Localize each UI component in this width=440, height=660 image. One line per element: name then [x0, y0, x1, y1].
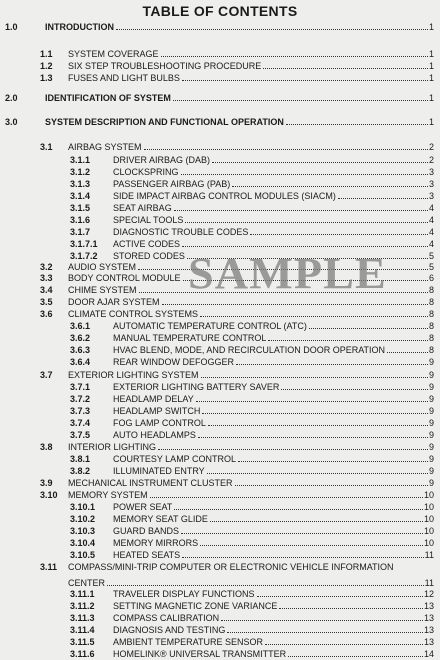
- toc-entry-number: 3.10.3: [70, 526, 96, 536]
- toc-entry-title: CENTER: [68, 578, 106, 588]
- toc-entry[interactable]: [40, 69, 434, 84]
- toc-entry-number: 3.2: [40, 262, 53, 272]
- toc-entry-number: 3.11.2: [70, 601, 95, 611]
- toc-entry-title: HEADLAMP SWITCH: [113, 406, 201, 416]
- toc-entry-page: 9: [428, 466, 434, 476]
- dot-leader: [173, 89, 428, 101]
- toc-entry-title: CLIMATE CONTROL SYSTEMS: [68, 309, 199, 319]
- toc-entry-page: 8: [428, 297, 434, 307]
- toc-entry-title: AUDIO SYSTEM: [68, 262, 137, 272]
- dot-leader: [236, 353, 428, 365]
- dot-leader: [202, 402, 428, 414]
- toc-entry-number: 3.0: [5, 117, 18, 127]
- toc-entry-page: 8: [428, 285, 434, 295]
- toc-entry-number: 3.4: [40, 285, 53, 295]
- toc-entry-page: 2: [428, 142, 434, 152]
- toc-entry-page: 11: [424, 550, 434, 560]
- dot-leader: [232, 175, 428, 187]
- toc-entry-number: 3.6.3: [70, 345, 91, 355]
- dot-leader: [200, 305, 428, 317]
- toc-entry-title: HVAC BLEND, MODE, AND RECIRCULATION DOOR OPERATION: [113, 345, 386, 355]
- toc-entry[interactable]: [5, 18, 434, 33]
- toc-entry-page: 9: [428, 394, 434, 404]
- dot-leader: [174, 498, 423, 510]
- toc-entry-number: 3.3: [40, 273, 53, 283]
- toc-entry-page: 13: [423, 625, 434, 635]
- toc-entry-title: SPECIAL TOOLS: [113, 215, 184, 225]
- dot-leader: [182, 235, 428, 247]
- dot-leader: [174, 199, 428, 211]
- toc-entry-page: 3: [428, 179, 434, 189]
- toc-entry-number: 3.10.5: [70, 550, 96, 560]
- toc-entry-title: HEATED SEATS: [113, 550, 181, 560]
- dot-leader: [281, 378, 428, 390]
- toc-entry-title: IDENTIFICATION OF SYSTEM: [45, 93, 171, 103]
- toc-entry-number: 3.7.4: [70, 418, 91, 428]
- toc-entry-title: CLOCKSPRING: [113, 167, 179, 177]
- toc-entry-title: INTERIOR LIGHTING: [68, 442, 157, 452]
- toc-entry-number: 3.8: [40, 442, 53, 452]
- dot-leader: [185, 211, 428, 223]
- toc-entry-number: 3.7.2: [70, 394, 91, 404]
- toc-entry-title: COMPASS/MINI-TRIP COMPUTER OR ELECTRONIC VEHICLE INFORMATION: [68, 562, 394, 572]
- toc-entry-number: 3.6.1: [70, 321, 91, 331]
- page-title: TABLE OF CONTENTS: [142, 3, 298, 19]
- toc-entry-title: CHIME SYSTEM: [68, 285, 137, 295]
- toc-entry-title: ACTIVE CODES: [113, 239, 181, 249]
- toc-entry-page: 5: [428, 262, 434, 272]
- toc-entry-number: 3.6.4: [70, 357, 91, 367]
- toc-entry-title: REAR WINDOW DEFOGGER: [113, 357, 234, 367]
- toc-entry-number: 3.7.3: [70, 406, 91, 416]
- toc-entry-title: BODY CONTROL MODULE: [68, 273, 181, 283]
- dot-leader: [182, 546, 423, 558]
- toc-entry-number: 3.10: [40, 490, 58, 500]
- toc-entry-number: 3.11.5: [70, 637, 95, 647]
- toc-entry-title: FOG LAMP CONTROL: [113, 418, 206, 428]
- toc-entry-title: MEMORY SYSTEM: [68, 490, 148, 500]
- dot-leader: [212, 151, 428, 163]
- toc-entry-title: MECHANICAL INSTRUMENT CLUSTER: [68, 478, 233, 488]
- toc-entry-title: HEADLAMP DELAY: [113, 394, 194, 404]
- toc-entry-page: 14: [423, 649, 434, 659]
- toc-entry-page: 8: [428, 333, 434, 343]
- toc-entry-title: COMPASS CALIBRATION: [113, 613, 220, 623]
- dot-leader: [221, 609, 423, 621]
- toc-entry-number: 3.1.7.2: [70, 251, 98, 261]
- toc-entry-page: 2: [428, 155, 434, 165]
- toc-entry-page: 10: [423, 538, 434, 548]
- toc-entry-title: EXTERIOR LIGHTING BATTERY SAVER: [113, 382, 280, 392]
- dot-leader: [235, 474, 428, 486]
- dot-leader: [144, 138, 428, 150]
- toc-entry-number: 3.7.5: [70, 430, 91, 440]
- toc-entry-number: 3.1.3: [70, 179, 91, 189]
- toc-entry-number: 3.5: [40, 297, 53, 307]
- toc-entry-page: 9: [428, 478, 434, 488]
- dot-leader: [200, 534, 423, 546]
- toc-entry-title: INTRODUCTION: [45, 22, 114, 32]
- toc-entry-title: AUTO HEADLAMPS: [113, 430, 196, 440]
- toc-entry-page: 9: [428, 357, 434, 367]
- dot-leader: [182, 69, 428, 81]
- toc-entry-number: 3.11.4: [70, 625, 95, 635]
- toc-entry[interactable]: [5, 89, 434, 104]
- toc-entry-title: DRIVER AIRBAG (DAB): [113, 155, 211, 165]
- toc-entry-title: DIAGNOSTIC TROUBLE CODES: [113, 227, 249, 237]
- toc-entry-page: 4: [428, 227, 434, 237]
- toc-entry-number: 1.3: [40, 73, 53, 83]
- toc-entry-page: 4: [428, 203, 434, 213]
- dot-leader: [181, 163, 428, 175]
- toc-entry-title: HOMELINK® UNIVERSAL TRANSMITTER: [113, 649, 287, 659]
- toc-entry-number: 3.7: [40, 370, 53, 380]
- dot-leader: [265, 633, 423, 645]
- toc-entry-page: 10: [423, 514, 434, 524]
- dot-leader: [210, 510, 423, 522]
- dot-leader: [288, 645, 423, 657]
- toc-entry-number: 3.1.6: [70, 215, 91, 225]
- toc-entry-title: GUARD BANDS: [113, 526, 180, 536]
- toc-entry-number: 3.1.1: [70, 155, 91, 165]
- dot-leader: [158, 438, 428, 450]
- toc-entry-title: FUSES AND LIGHT BULBS: [68, 73, 180, 83]
- toc-entry-page: 13: [423, 637, 434, 647]
- toc-entry[interactable]: [5, 113, 434, 128]
- toc-entry-number: 3.1.2: [70, 167, 91, 177]
- dot-leader: [338, 187, 428, 199]
- toc-entry-number: 1.0: [5, 22, 18, 32]
- toc-entry-number: 3.1.7.1: [70, 239, 98, 249]
- toc-entry-page: 9: [428, 430, 434, 440]
- toc-entry-title: COURTESY LAMP CONTROL: [113, 454, 237, 464]
- toc-entry-page: 9: [428, 442, 434, 452]
- toc-entry-page: 11: [424, 578, 434, 588]
- toc-entry-title: SETTING MAGNETIC ZONE VARIANCE: [113, 601, 278, 611]
- toc-entry-page: 1: [428, 117, 434, 127]
- dot-leader: [201, 366, 428, 378]
- toc-entry-page: 9: [428, 370, 434, 380]
- toc-entry-page: 9: [428, 406, 434, 416]
- dot-leader: [238, 450, 428, 462]
- dot-leader: [116, 18, 428, 30]
- toc-entry-page: 8: [428, 321, 434, 331]
- dot-leader: [263, 57, 428, 69]
- toc-entry-page: 1: [428, 73, 434, 83]
- dot-leader: [227, 621, 423, 633]
- toc-entry-number: 3.8.1: [70, 454, 91, 464]
- toc-entry-number: 3.11.6: [70, 649, 95, 659]
- toc-entry-title: SYSTEM COVERAGE: [68, 49, 159, 59]
- toc-entry-title: AMBIENT TEMPERATURE SENSOR: [113, 637, 264, 647]
- toc-entry-title: SIX STEP TROUBLESHOOTING PROCEDURE: [68, 61, 262, 71]
- toc-entry-page: 10: [423, 502, 434, 512]
- toc-entry-title: SEAT AIRBAG: [113, 203, 172, 213]
- toc-entry-title: PASSENGER AIRBAG (PAB): [113, 179, 231, 189]
- toc-entry-page: 13: [423, 601, 434, 611]
- toc-entry-title: SIDE IMPACT AIRBAG CONTROL MODULES (SIACM): [113, 191, 336, 201]
- toc-entry-number: 3.1.4: [70, 191, 91, 201]
- toc-entry-number: 3.1.7: [70, 227, 91, 237]
- dot-leader: [257, 585, 423, 597]
- toc-entry-number: 1.2: [40, 61, 53, 71]
- toc-entry-page: 3: [428, 191, 434, 201]
- toc-entry-number: 3.11.1: [70, 589, 95, 599]
- toc-entry-number: 3.10.4: [70, 538, 96, 548]
- toc-entry-number: 3.1: [40, 142, 53, 152]
- toc-entry-number: 3.6: [40, 309, 53, 319]
- toc-entry-page: 13: [423, 613, 434, 623]
- toc-entry-number: 1.1: [40, 49, 53, 59]
- toc-entry-page: 4: [428, 239, 434, 249]
- toc-entry-page: 1: [428, 61, 434, 71]
- toc-entry-page: 8: [428, 345, 434, 355]
- toc-entry-page: 1: [428, 93, 434, 103]
- toc-entry-title: EXTERIOR LIGHTING SYSTEM: [68, 370, 199, 380]
- toc-entry-title: DIAGNOSIS AND TESTING: [113, 625, 226, 635]
- toc-entry-number: 3.9: [40, 478, 53, 488]
- toc-entry[interactable]: [40, 562, 434, 573]
- toc-entry-title: ILLUMINATED ENTRY: [113, 466, 205, 476]
- toc-entry-title: AUTOMATIC TEMPERATURE CONTROL (ATC): [113, 321, 307, 331]
- toc-entry-page: 3: [428, 167, 434, 177]
- toc-entry-title: STORED CODES: [113, 251, 185, 261]
- toc-entry-title: TRAVELER DISPLAY FUNCTIONS: [113, 589, 255, 599]
- dot-leader: [181, 522, 423, 534]
- toc-entry-page: 1: [428, 49, 434, 59]
- toc-entry-number: 2.0: [5, 93, 18, 103]
- dot-leader: [286, 113, 428, 125]
- toc-entry-page: 4: [428, 215, 434, 225]
- toc-entry-page: 8: [428, 309, 434, 319]
- toc-entry-page: 1: [428, 22, 434, 32]
- dot-leader: [207, 462, 428, 474]
- toc-entry-number: 3.10.1: [70, 502, 96, 512]
- toc-entry-number: 3.6.2: [70, 333, 91, 343]
- toc-entry[interactable]: [70, 645, 434, 660]
- toc-entry-number: 3.1.5: [70, 203, 91, 213]
- toc-entry-page: 12: [423, 589, 434, 599]
- toc-entry-page: 9: [428, 418, 434, 428]
- toc-entry-title: MANUAL TEMPERATURE CONTROL: [113, 333, 267, 343]
- dot-leader: [279, 597, 423, 609]
- toc-entry[interactable]: [70, 546, 434, 561]
- toc-entry-number: 3.10.2: [70, 514, 96, 524]
- dot-leader: [196, 390, 428, 402]
- toc-entry-number: 3.11.3: [70, 613, 95, 623]
- toc-entry-title: MEMORY MIRRORS: [113, 538, 199, 548]
- dot-leader: [250, 223, 428, 235]
- dot-leader: [309, 317, 428, 329]
- dot-leader: [268, 329, 428, 341]
- dot-leader: [198, 426, 428, 438]
- toc-entry-title: AIRBAG SYSTEM: [68, 142, 142, 152]
- watermark-stamp: SAMPLE: [188, 249, 387, 298]
- dot-leader: [150, 486, 423, 498]
- toc-entry-title: MEMORY SEAT GLIDE: [113, 514, 208, 524]
- toc-entry-page: 10: [423, 526, 434, 536]
- dot-leader: [387, 341, 428, 353]
- toc-entry-page: 9: [428, 454, 434, 464]
- dot-leader: [208, 414, 428, 426]
- toc-entry-title: DOOR AJAR SYSTEM: [68, 297, 160, 307]
- toc-entry-number: 3.8.2: [70, 466, 91, 476]
- toc-entry-page: 5: [428, 251, 434, 261]
- toc-entry-title: SYSTEM DESCRIPTION AND FUNCTIONAL OPERATION: [45, 117, 284, 127]
- toc-entry-title: POWER SEAT: [113, 502, 173, 512]
- toc-entry-page: 10: [423, 490, 434, 500]
- toc-entry-page: 6: [428, 273, 434, 283]
- toc-entry-number: 3.11: [40, 562, 58, 572]
- toc-entry-page: 9: [428, 382, 434, 392]
- dot-leader: [161, 45, 428, 57]
- toc-entry-number: 3.7.1: [70, 382, 91, 392]
